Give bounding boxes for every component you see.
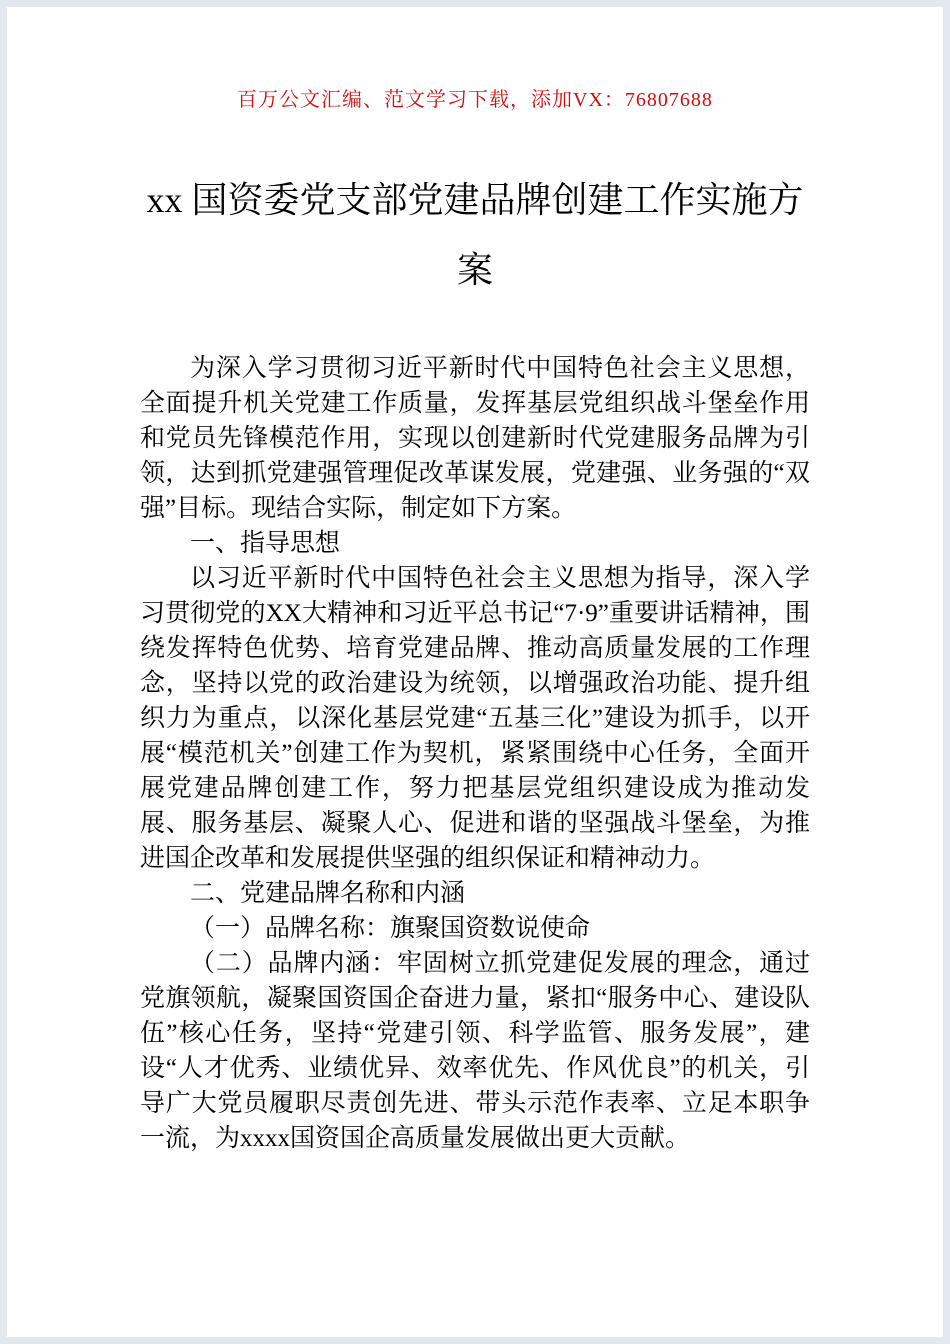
document-page [7,7,943,1337]
paragraph-brand-meaning: （二）品牌内涵：牢固树立抓党建促发展的理念，通过党旗领航，凝聚国资国企奋进力量，紧扣“服务中心、建设队伍”核心任务，坚持“党建引领、科学监管、服务发展”，建设“人才优秀、业绩优异、效率优先、作风优良”的机关，引导广大党员履职尽责创先进、带头示范作表率、立足本职争一流，为xxxx国资国企高质量发展做出更大贡献。 [140,950,810,1152]
document-body [140,351,810,1156]
promo-header-text: 百万公文汇编、范文学习下载，添加VX：76807688 [237,89,713,111]
section-heading-brand-name: 二、党建品牌名称和内涵 [190,880,466,907]
paragraph-brand-name: （一）品牌名称：旗聚国资数说使命 [190,915,591,942]
section-heading-guiding-ideology: 一、指导思想 [190,530,341,557]
document-title: xx 国资委党支部党建品牌创建工作实施方案 [146,180,804,290]
paragraph-guiding-ideology: 以习近平新时代中国特色社会主义思想为指导，深入学习贯彻党的XX大精神和习近平总书记“7·9”重要讲话精神，围绕发挥特色优势、培育党建品牌、推动高质量发展的工作理念，坚持以党的政治建设为统领，以增强政治功能、提升组织力为重点，以深化基层党建“五基三化”建设为抓手，以开展“模范机关”创建工作为契机，紧紧围绕中心任务，全面开展党建品牌创建工作，努力把基层党组织建设成为推动发展、服务基层、凝聚人心、促进和谐的坚强战斗堡垒，为推进国企改革和发展提供坚强的组织保证和精神动力。 [140,565,810,872]
paragraph-intro: 为深入学习贯彻习近平新时代中国特色社会主义思想，全面提升机关党建工作质量，发挥基层党组织战斗堡垒作用和党员先锋模范作用，实现以创建新时代党建服务品牌为引领，达到抓党建强管理促改革谋发展，党建强、业务强的“双强”目标。现结合实际，制定如下方案。 [140,355,810,522]
